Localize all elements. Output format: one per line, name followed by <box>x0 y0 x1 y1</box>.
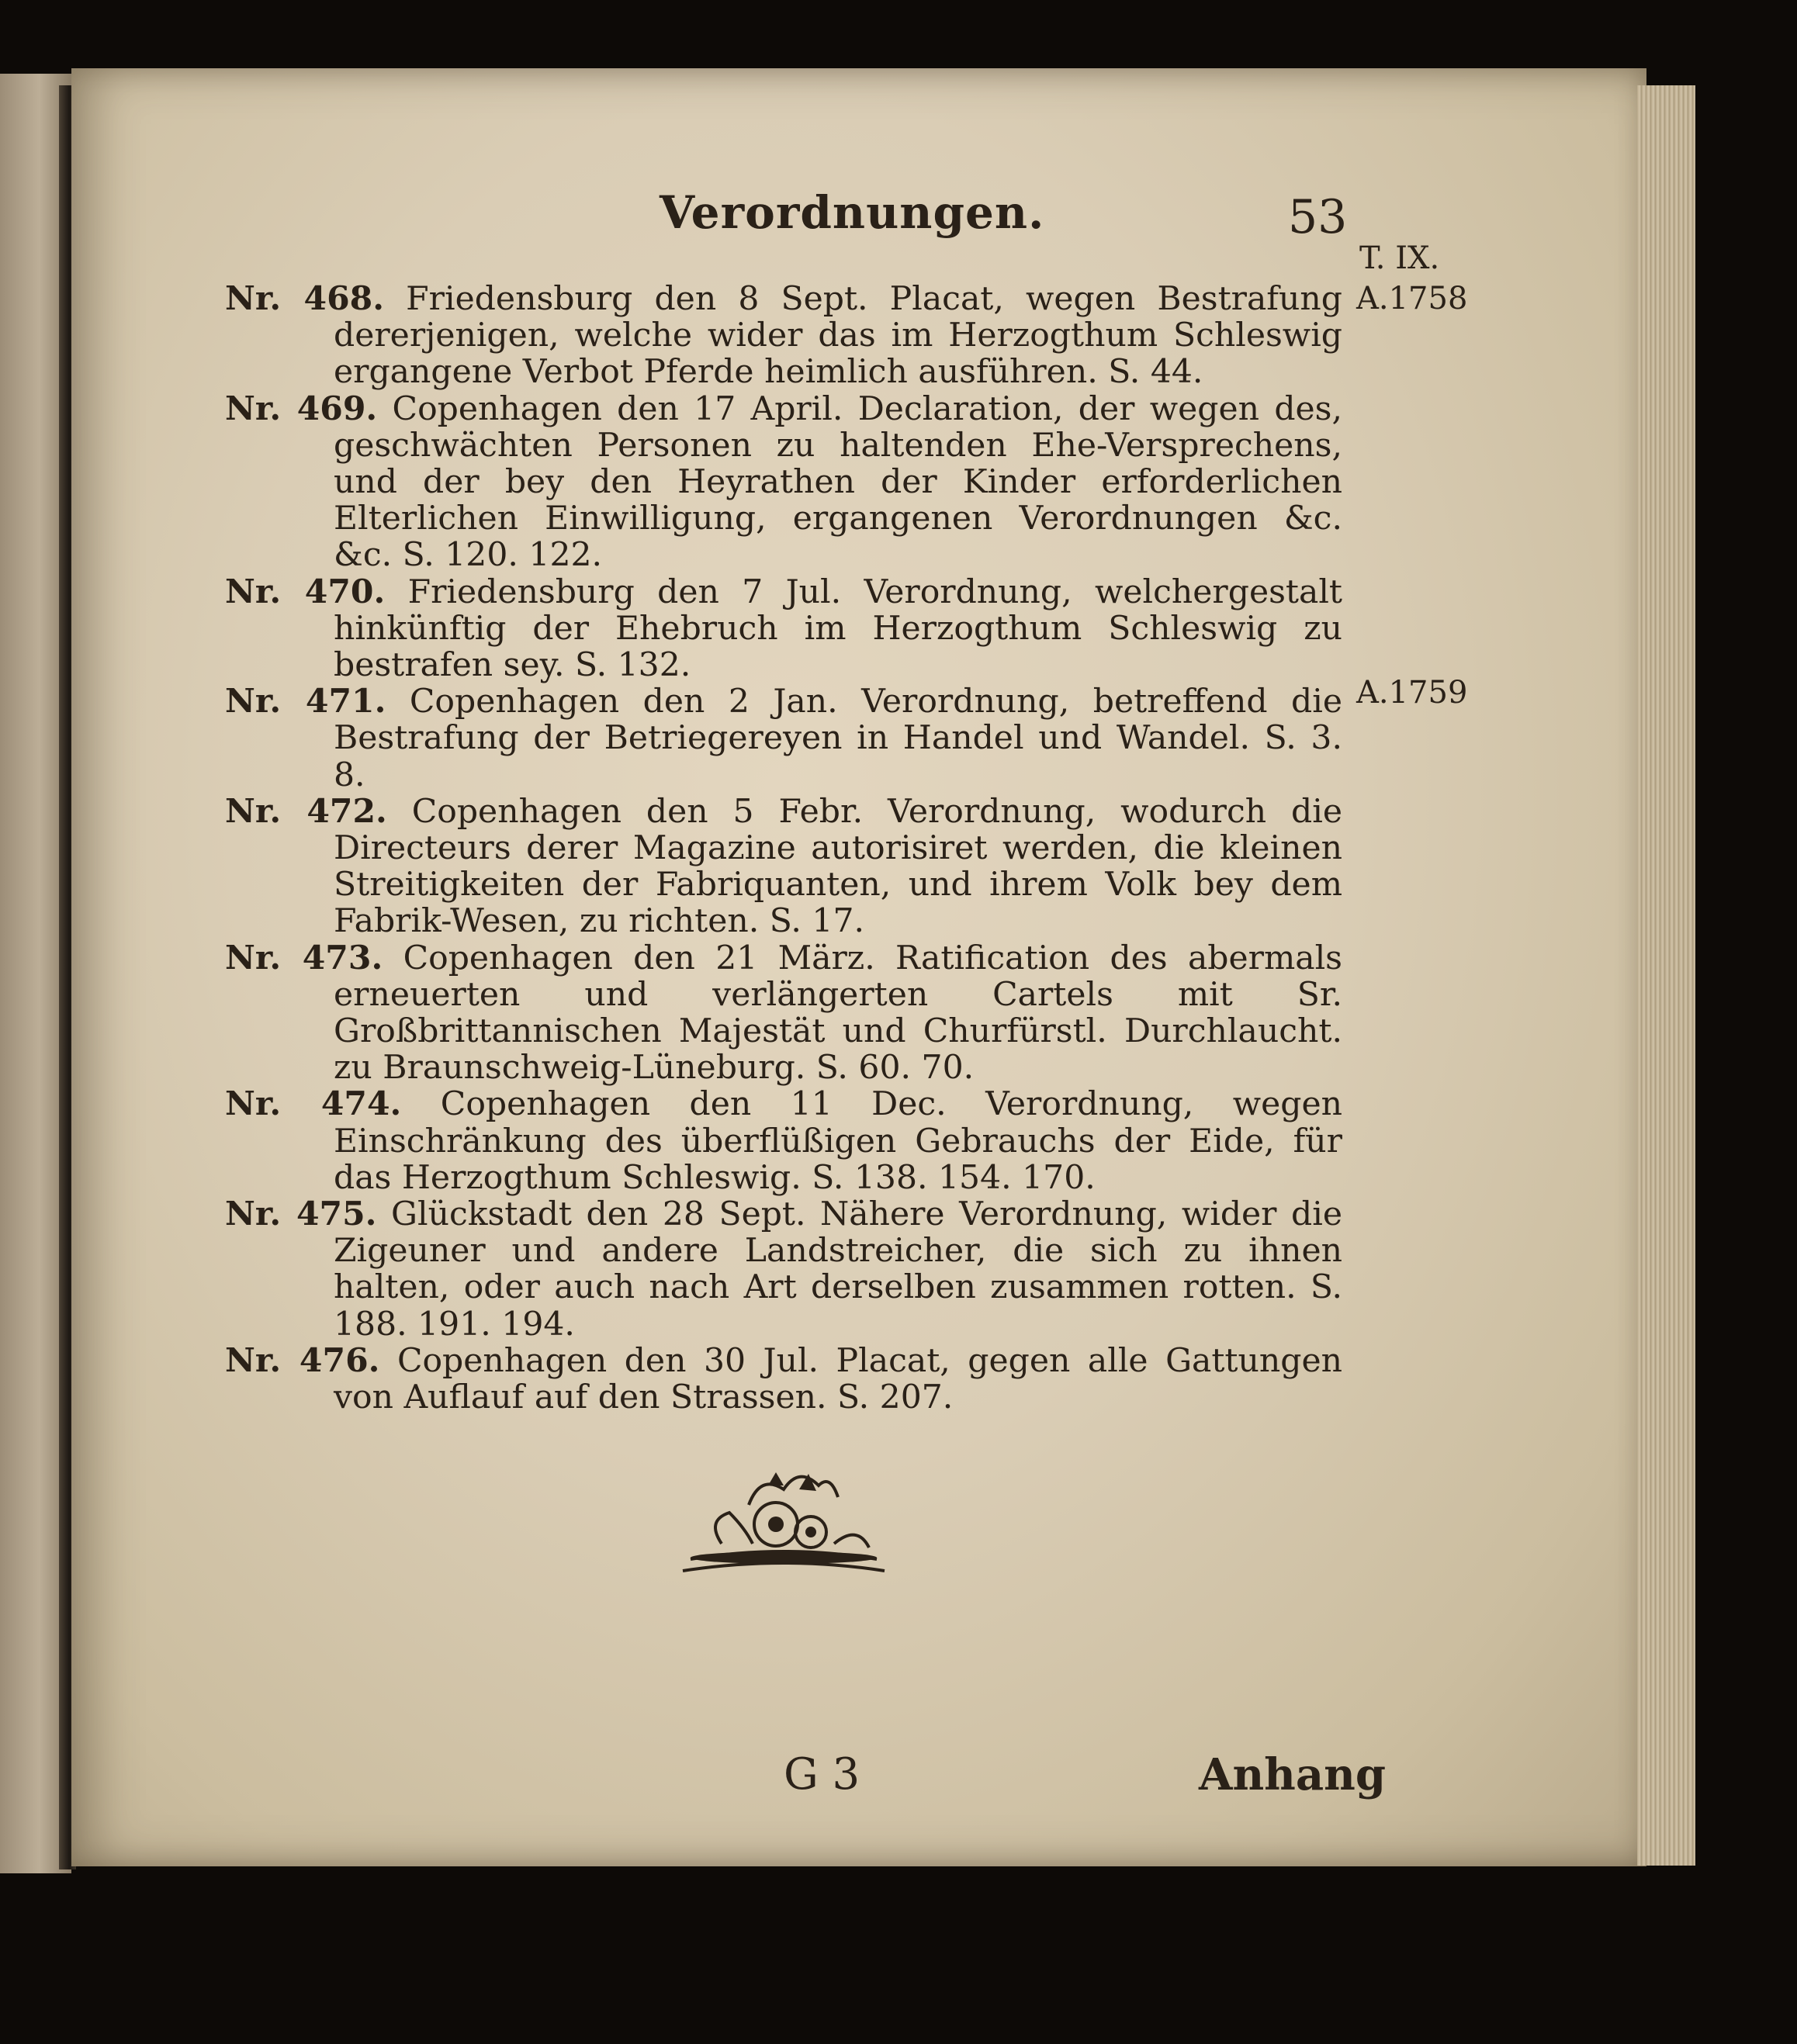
entry-number: Nr. 471. <box>225 682 386 721</box>
entry-text: Friedensburg den 7 Jul. Verordnung, welchergestalt hinkünftig der Ehebruch im Herzogthum Schleswig zu bestrafen sey. S. 132. <box>334 572 1342 685</box>
decree-entry <box>225 1196 1342 1343</box>
decree-entry <box>225 683 1342 794</box>
entry-text: Copenhagen den 21 März. Ratification des abermals erneuerten und verlängerten Cartels mit Sr. Großbrittannischen Majestät und Churfürstl. Durchlaucht. zu Braunschweig-Lüneburg. S. 60. 70. <box>334 939 1342 1088</box>
entry-number: Nr. 476. <box>225 1340 380 1380</box>
entry-text: Copenhagen den 30 Jul. Placat, gegen alle Gattungen von Auflauf auf den Strassen. S. 207. <box>334 1341 1342 1417</box>
decree-entry <box>225 791 1342 941</box>
entry-number: Nr. 473. <box>225 938 383 977</box>
decree-entry <box>225 1340 1342 1417</box>
entry-text: Copenhagen den 5 Febr. Verordnung, wodurch die Directeurs derer Magazine autorisiret werden, die kleinen Streitigkeiten der Fabriquanten, und ihrem Volk bey dem Fabrik-Wesen, zu richten. S. 17. <box>334 792 1342 941</box>
signature-mark: G 3 <box>784 1749 860 1800</box>
entry-number: Nr. 469. <box>225 389 378 428</box>
printers-ornament-icon <box>675 1458 892 1582</box>
entry-text: Glückstadt den 28 Sept. Nähere Verordnung, wider die Zigeuner und andere Landstreicher, die sich zu ihnen halten, oder auch nach Art derselben zusammen rotten. S. 188. 191. 194. <box>334 1195 1342 1344</box>
page-stack-edge <box>1637 85 1695 1866</box>
decree-entry <box>225 281 1342 391</box>
page-number: 53 <box>1288 190 1348 244</box>
entry-number: Nr. 470. <box>225 572 386 611</box>
entry-number: Nr. 472. <box>225 791 387 831</box>
margin-note-year: A.1759 <box>1356 675 1468 711</box>
margin-note-tome: T. IX. <box>1359 240 1440 276</box>
entry-text: Friedensburg den 8 Sept. Placat, wegen Bestrafung dererjenigen, welche wider das im Herzogthum Schleswig ergangene Verbot Pferde heimlich ausführen. S. 44. <box>334 280 1342 392</box>
entry-text: Copenhagen den 11 Dec. Verordnung, wegen Einschränkung des überflüßigen Gebrauchs der Eide, für das Herzogthum Schleswig. S. 138. 154. 170. <box>334 1085 1342 1197</box>
decree-entry <box>225 1086 1342 1196</box>
decree-entry <box>225 940 1342 1087</box>
entry-number: Nr. 468. <box>225 279 385 318</box>
running-header: Verordnungen. <box>660 186 1045 239</box>
entry-number: Nr. 474. <box>225 1084 402 1124</box>
decree-entry <box>225 574 1342 684</box>
margin-note-year: A.1758 <box>1356 281 1468 316</box>
entry-text: Copenhagen den 2 Jan. Verordnung, betreffend die Bestrafung der Betriegereyen in Handel und Wandel. S. 3. 8. <box>334 683 1342 794</box>
entry-number: Nr. 475. <box>225 1195 377 1234</box>
decree-list <box>225 281 1342 1416</box>
catchword: Anhang <box>1199 1749 1387 1800</box>
entry-text: Copenhagen den 17 April. Declaration, der wegen des, geschwächten Personen zu haltenden Ehe-Versprechens, und der bey den Heyrathen der Kinder erforderlichen Elterlichen Einwilligung, ergangenen Verordnungen &c. &c. S. 120. 122. <box>334 389 1342 575</box>
decree-entry <box>225 391 1342 574</box>
